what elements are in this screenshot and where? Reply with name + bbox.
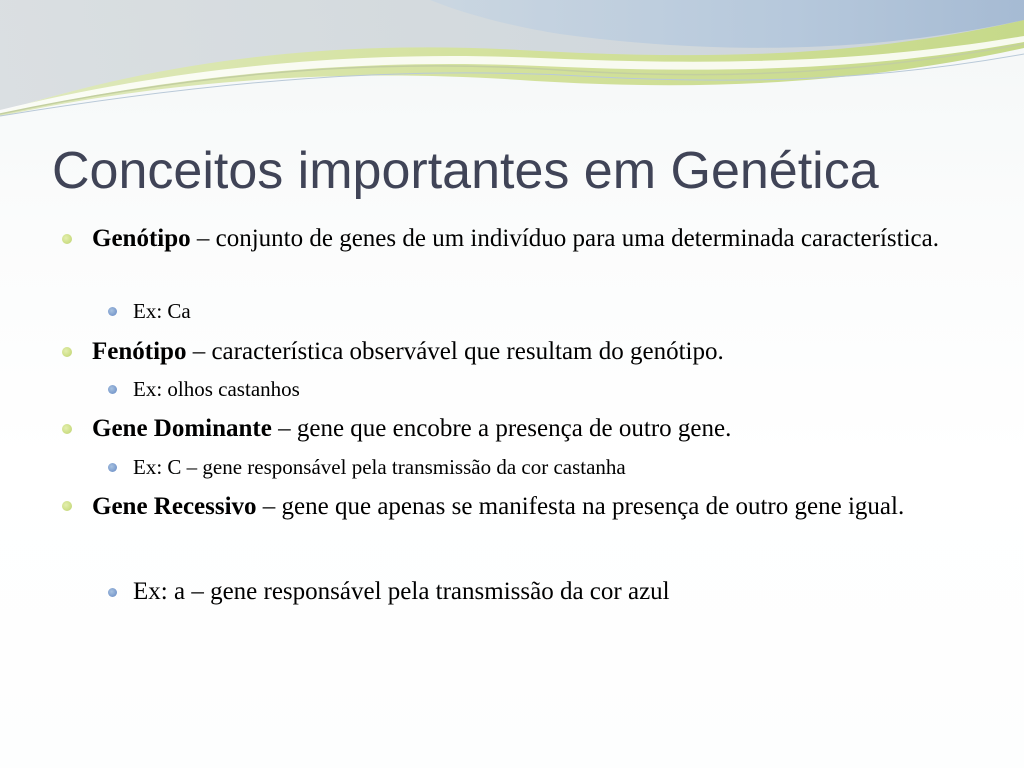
example-gene-recessivo: Ex: a – gene responsável pela transmissão da cor azul [133,578,670,605]
term-definition: – gene que encobre a presença de outro gene. [271,415,732,442]
list-item-genotipo [92,222,972,256]
bullet-icon [62,501,72,511]
bullet-icon [62,347,72,357]
example-fenotipo: Ex: olhos castanhos [133,377,300,401]
example-gene-dominante: Ex: C – gene responsável pela transmissão da cor castanha [133,455,626,479]
bullet-icon [62,424,72,434]
term-label: Fenótipo [92,338,187,365]
term-label: Genótipo [92,225,191,252]
sub-bullet-icon [108,385,117,394]
list-item-fenotipo [92,335,972,369]
sub-bullet-icon [108,307,117,316]
term-definition: – característica observável que resultam do genótipo. [186,338,724,365]
bullet-icon [62,234,72,244]
term-definition: – conjunto de genes de um indivíduo para uma determinada característica. [190,225,939,252]
slide-title: Conceitos importantes em Genética [52,142,879,200]
term-label: Gene Dominante [92,415,272,442]
example-genotipo: Ex: Ca [133,299,191,323]
term-label: Gene Recessivo [92,493,257,520]
sub-bullet-icon [108,588,117,597]
list-item-gene-dominante [92,412,972,446]
sub-bullet-icon [108,463,117,472]
list-item-gene-recessivo [92,485,972,529]
term-definition: – gene que apenas se manifesta na presença de outro gene igual. [256,493,905,520]
